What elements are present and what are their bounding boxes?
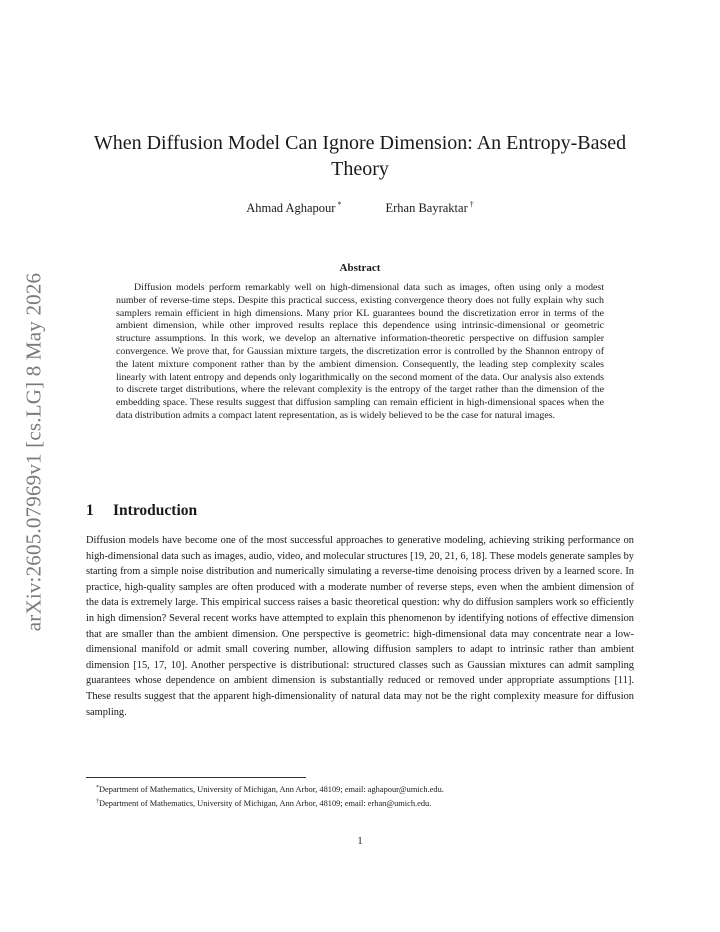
author-name: Ahmad Aghapour: [246, 201, 336, 215]
footnote-mark: *: [96, 785, 99, 791]
footnote-text: Department of Mathematics, University of Michigan, Ann Arbor, 48109; email: aghapour@umich.edu.: [99, 785, 444, 794]
author-2: [385, 200, 473, 216]
footnote-rule: [86, 777, 306, 778]
page-number: 1: [357, 836, 363, 847]
section-title: Introduction: [113, 502, 198, 519]
introduction-paragraph: Diffusion models have become one of the most successful approaches to generative modeling, achieving striking performance on high-dimensional data such as images, audio, video, and molecular structures [19, 20, 21, 6, 18]. These models generate samples by starting from a simple noise distribution and numerically simulating a reverse-time denoising process driven by a learned score. In practice, high-quality samples are often produced with a moderate number of reverse steps, even when the ambient dimension of the data is extremely large. This empirical success raises a basic theoretical question: why do diffusion samplers work so efficiently in high dimension? Several recent works have attempted to explain this phenomenon by identifying notions of effective dimension that are smaller than the ambient dimension. One perspective is geometric: high-dimensional data may concentrate near a low-dimensional manifold or admit small covering number, allowing diffusion samplers to adapt to intrinsic rather than ambient dimension [15, 17, 10]. Another perspective is distributional: structured classes such as Gaussian mixtures can admit sampling guarantees whose dependence on ambient dimension is substantially reduced or removed under appropriate assumptions [11]. These results suggest that the apparent high-dimensionality of natural data may not be the right complexity measure for diffusion sampling.: [86, 535, 634, 718]
section-number: 1: [86, 502, 94, 519]
abstract-text: Diffusion models perform remarkably well on high-dimensional data such as images, often using only a modest number of reverse-time steps. Despite this practical success, existing convergence theory does not fully explain why such samplers remain efficient in high dimensions. Many prior KL guarantees bound the discretization error in terms of the ambient dimension, while other improved results replace this dependence using intrinsic-dimensional or geometric structure assumptions. In this work, we develop an alternative information-theoretic perspective on diffusion sampler convergence. We prove that, for Gaussian mixture targets, the discretization error is controlled by the Shannon entropy of the latent mixture component rather than by the ambient dimension. Consequently, the leading step complexity scales linearly with latent entropy and depends only logarithmically on the second moment of the data. Our analysis also extends to discrete target distributions, where the relevant complexity is the entropy of the target rather than the dimension of the embedding space. These results suggest that diffusion sampling can remain efficient in high-dimensional spaces when the data distribution admits a compact latent representation, as is widely believed to be the case for natural images.: [116, 282, 604, 421]
footnote-mark: †: [96, 799, 99, 805]
author-mark: †: [469, 200, 474, 209]
section-heading: [86, 502, 197, 520]
arxiv-identifier: arXiv:2605.07969v1 [cs.LG] 8 May 2026: [21, 272, 46, 632]
footnote-2: [96, 796, 444, 810]
author-name: Erhan Bayraktar: [385, 201, 468, 215]
abstract-heading: Abstract: [339, 262, 381, 274]
footnote-text: Department of Mathematics, University of Michigan, Ann Arbor, 48109; email: erhan@umich.edu.: [99, 799, 432, 808]
footnotes: [96, 782, 444, 810]
author-list: [0, 200, 720, 216]
footnote-1: [96, 782, 444, 796]
paper-title: When Diffusion Model Can Ignore Dimension: An Entropy-Based Theory: [93, 132, 627, 180]
author-mark: *: [337, 200, 342, 209]
author-1: [246, 200, 341, 216]
